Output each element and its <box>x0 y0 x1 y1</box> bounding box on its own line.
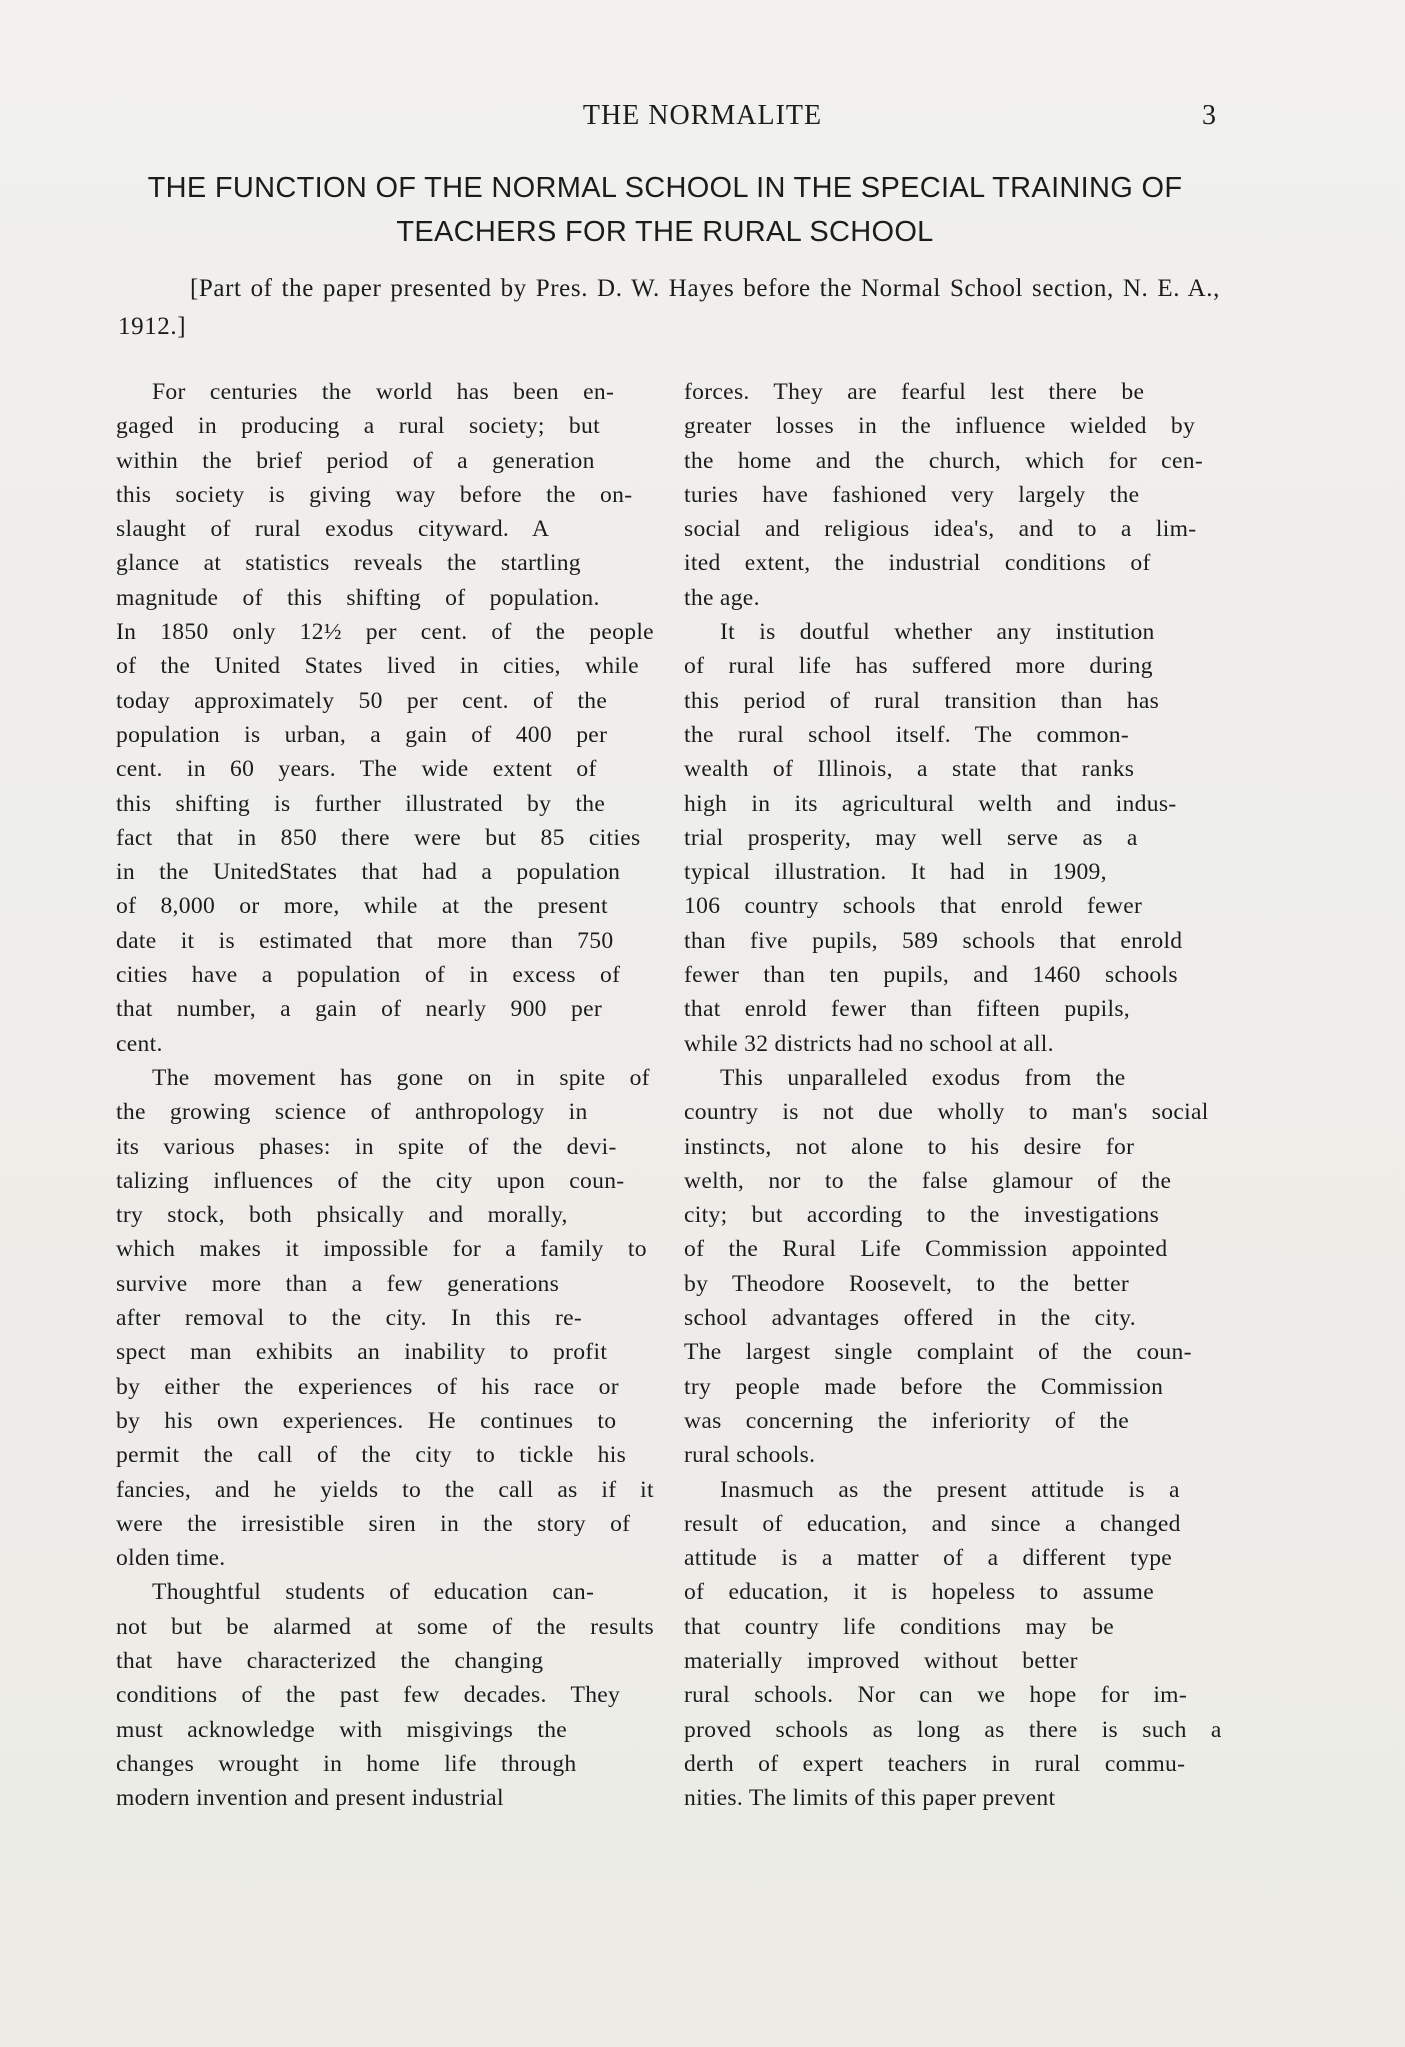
text-line: not but be alarmed at some of the results <box>116 1613 654 1640</box>
text-line: Thoughtful students of education can- <box>152 1579 595 1606</box>
text-line: fewer than ten pupils, and 1460 schools <box>684 962 1178 989</box>
text-line: The movement has gone on in spite of <box>152 1064 650 1091</box>
article-title <box>105 166 1225 254</box>
text-line: must acknowledge with misgivings the <box>116 1716 568 1743</box>
text-line: of the United States lived in cities, while <box>116 653 639 680</box>
text-line: permit the call of the city to tickle his <box>116 1442 627 1469</box>
text-line: that country life conditions may be <box>684 1613 1115 1640</box>
paragraph <box>116 1575 654 1815</box>
text-line: fancies, and he yields to the call as if it <box>116 1476 654 1503</box>
text-line: materially improved without better <box>684 1647 1078 1674</box>
text-line: talizing influences of the city upon coun- <box>116 1167 625 1194</box>
text-line: of education, it is hopeless to assume <box>684 1579 1154 1606</box>
text-line: welth, nor to the false glamour of the <box>684 1167 1172 1194</box>
text-line: school advantages offered in the city. <box>684 1305 1136 1332</box>
text-line: Inasmuch as the present attitude is a <box>720 1476 1180 1503</box>
text-line: by Theodore Roosevelt, to the better <box>684 1270 1130 1297</box>
text-line: changes wrought in home life through <box>116 1750 577 1777</box>
text-line: social and religious idea's, and to a lim- <box>684 516 1197 543</box>
text-line: its various phases: in spite of the devi- <box>116 1133 617 1160</box>
article-title-line: TEACHERS FOR THE RURAL SCHOOL <box>396 216 934 248</box>
text-line: turies have fashioned very largely the <box>684 481 1140 508</box>
text-line: were the irresistible siren in the story of <box>116 1510 631 1537</box>
text-line: nities. The limits of this paper prevent <box>684 1785 1056 1812</box>
article-intro: [Part of the paper presented by Pres. D. W. Hayes before the Normal School section, N. E. A., 1912.] <box>118 275 1220 340</box>
paragraph <box>116 1061 654 1575</box>
text-line: slaught of rural exodus cityward. A <box>116 516 550 543</box>
text-line: today approximately 50 per cent. of the <box>116 687 608 714</box>
text-line: The largest single complaint of the coun- <box>684 1339 1192 1366</box>
left-column <box>116 375 654 1815</box>
paragraph <box>684 1061 1229 1473</box>
text-line: cent. in 60 years. The wide extent of <box>116 756 597 783</box>
text-line: this society is giving way before the on- <box>116 481 633 508</box>
text-line: the age. <box>684 584 760 611</box>
text-line: rural schools. <box>684 1442 816 1469</box>
text-line: by his own experiences. He continues to <box>116 1407 617 1434</box>
text-line: this period of rural transition than has <box>684 687 1160 714</box>
text-line: conditions of the past few decades. They <box>116 1682 621 1709</box>
text-line: cent. <box>116 1030 163 1057</box>
text-line: population is urban, a gain of 400 per <box>116 721 608 748</box>
running-head: THE NORMALITE <box>582 100 823 131</box>
text-line: than five pupils, 589 schools that enrold <box>684 927 1183 954</box>
text-line: gaged in producing a rural society; but <box>116 413 600 440</box>
text-line: of the Rural Life Commission appointed <box>684 1236 1168 1263</box>
text-line: instincts, not alone to his desire for <box>684 1133 1135 1160</box>
article-title-line: THE FUNCTION OF THE NORMAL SCHOOL IN THE SPECIAL TRAINING OF <box>147 172 1183 204</box>
text-line: forces. They are fearful lest there be <box>684 379 1145 405</box>
text-line: of 8,000 or more, while at the present <box>116 893 608 920</box>
text-line: trial prosperity, may well serve as a <box>684 824 1138 851</box>
text-line: while 32 districts had no school at all. <box>684 1030 1054 1057</box>
text-line: that number, a gain of nearly 900 per <box>116 996 603 1023</box>
text-line: by either the experiences of his race or <box>116 1373 619 1400</box>
text-line: result of education, and since a changed <box>684 1510 1181 1537</box>
text-line: olden time. <box>116 1545 226 1572</box>
text-line: the home and the church, which for cen- <box>684 447 1203 474</box>
paragraph <box>684 1473 1229 1816</box>
paragraph <box>116 375 654 1061</box>
text-line: in the UnitedStates that had a population <box>116 859 621 886</box>
text-line: typical illustration. It had in 1909, <box>684 859 1107 886</box>
paragraph <box>684 615 1229 1061</box>
text-line: try people made before the Commission <box>684 1373 1164 1400</box>
page-number: 3 <box>1202 100 1216 131</box>
text-line: For centuries the world has been en- <box>152 379 615 405</box>
text-line: city; but according to the investigations <box>684 1202 1160 1229</box>
text-line: within the brief period of a generation <box>116 447 595 474</box>
text-line: try stock, both phsically and morally, <box>116 1202 568 1229</box>
text-line: the rural school itself. The common- <box>684 721 1130 748</box>
right-column <box>684 375 1229 1815</box>
text-line: of rural life has suffered more during <box>684 653 1153 680</box>
text-line: survive more than a few generations <box>116 1270 560 1297</box>
text-line: magnitude of this shifting of population. <box>116 584 600 611</box>
text-line: greater losses in the influence wielded by <box>684 413 1196 440</box>
text-line: cities have a population of in excess of <box>116 962 621 989</box>
text-line: date it is estimated that more than 750 <box>116 927 614 954</box>
text-line: attitude is a matter of a different type <box>684 1545 1173 1572</box>
text-line: It is doutful whether any institution <box>720 619 1155 646</box>
text-line: this shifting is further illustrated by the <box>116 790 606 817</box>
text-line: fact that in 850 there were but 85 cities <box>116 824 641 851</box>
text-line: was concerning the inferiority of the <box>684 1407 1130 1434</box>
text-line: ited extent, the industrial conditions of <box>684 550 1151 577</box>
text-line: the growing science of anthropology in <box>116 1099 588 1126</box>
text-line: 106 country schools that enrold fewer <box>684 893 1143 920</box>
text-line: derth of expert teachers in rural commu- <box>684 1750 1186 1777</box>
text-line: rural schools. Nor can we hope for im- <box>684 1682 1187 1709</box>
text-line: spect man exhibits an inability to profit <box>116 1339 608 1366</box>
text-line: modern invention and present industrial <box>116 1785 504 1812</box>
text-line: high in its agricultural welth and indus- <box>684 790 1177 817</box>
text-line: after removal to the city. In this re- <box>116 1305 583 1332</box>
text-line: country is not due wholly to man's social <box>684 1099 1209 1126</box>
text-line: that have characterized the changing <box>116 1647 544 1674</box>
paragraph <box>684 375 1229 615</box>
text-line: In 1850 only 12½ per cent. of the people <box>116 619 654 646</box>
text-line: This unparalleled exodus from the <box>720 1064 1126 1091</box>
text-line: that enrold fewer than fifteen pupils, <box>684 996 1131 1023</box>
text-line: proved schools as long as there is such a <box>684 1716 1222 1743</box>
text-line: glance at statistics reveals the startling <box>116 550 581 577</box>
text-line: which makes it impossible for a family to <box>116 1236 647 1263</box>
text-line: wealth of Illinois, a state that ranks <box>684 756 1135 783</box>
